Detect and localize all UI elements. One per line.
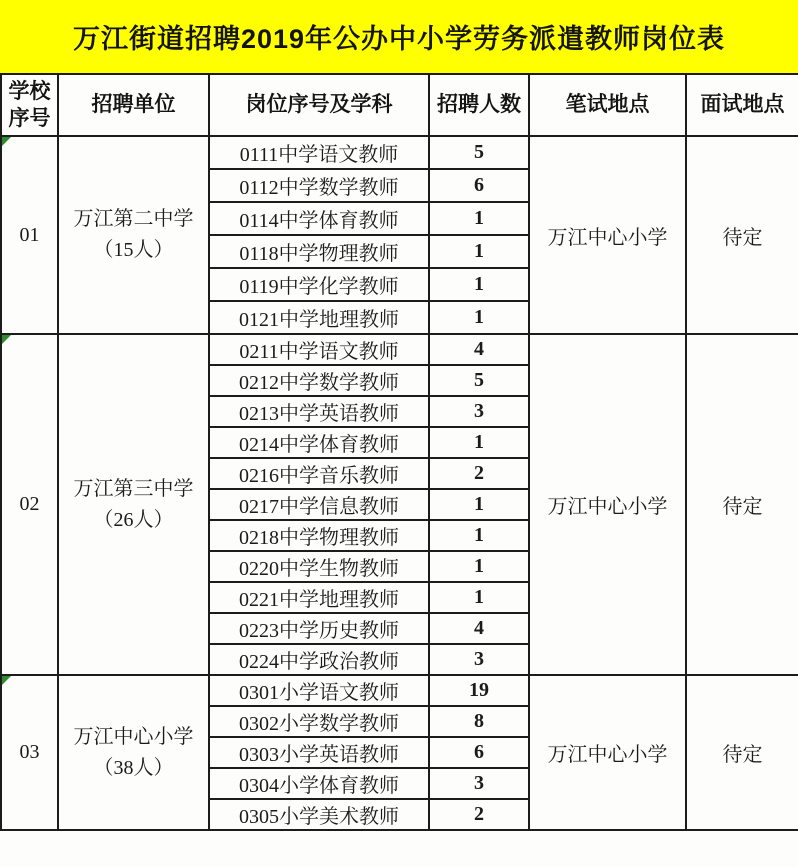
interview-site-cell: 待定: [686, 675, 798, 830]
count-cell: 3: [429, 396, 529, 427]
count-cell: 4: [429, 334, 529, 365]
count-cell: 2: [429, 799, 529, 830]
table-row: [1, 334, 798, 365]
page-title: 万江街道招聘2019年公办中小学劳务派遣教师岗位表: [0, 0, 798, 73]
header-position: 岗位序号及学科: [209, 74, 429, 136]
position-cell: 0224中学政治教师: [209, 644, 429, 675]
header-count: 招聘人数: [429, 74, 529, 136]
position-cell: 0213中学英语教师: [209, 396, 429, 427]
school-no-value: 03: [19, 741, 40, 763]
written-test-site-cell: 万江中心小学: [529, 334, 686, 675]
position-cell: 0302小学数学教师: [209, 706, 429, 737]
header-school-no: 学校序号: [1, 74, 58, 136]
position-cell: 0211中学语文教师: [209, 334, 429, 365]
written-test-site-cell: 万江中心小学: [529, 136, 686, 334]
position-cell: 0218中学物理教师: [209, 520, 429, 551]
interview-site-cell: 待定: [686, 136, 798, 334]
school-no-cell: [1, 334, 58, 675]
count-cell: 1: [429, 551, 529, 582]
count-cell: 5: [429, 365, 529, 396]
cell-flag-triangle-icon: [2, 676, 11, 685]
school-no-cell: [1, 136, 58, 334]
unit-cell: [58, 334, 209, 675]
cell-flag-triangle-icon: [2, 335, 11, 344]
header-unit: 招聘单位: [58, 74, 209, 136]
position-cell: 0214中学体育教师: [209, 427, 429, 458]
unit-headcount: （38人）: [93, 756, 174, 779]
interview-site-cell: 待定: [686, 334, 798, 675]
header-interview: 面试地点: [686, 74, 798, 136]
position-cell: 0223中学历史教师: [209, 613, 429, 644]
table-row: [1, 136, 798, 169]
count-cell: 1: [429, 582, 529, 613]
position-cell: 0217中学信息教师: [209, 489, 429, 520]
position-cell: 0112中学数学教师: [209, 169, 429, 202]
count-cell: 3: [429, 644, 529, 675]
position-cell: 0114中学体育教师: [209, 202, 429, 235]
unit-name: 万江中心小学: [73, 725, 194, 748]
positions-tbody: [1, 136, 798, 830]
header-row: [1, 74, 798, 136]
school-no-value: 01: [19, 223, 40, 246]
count-cell: 8: [429, 706, 529, 737]
count-cell: 5: [429, 136, 529, 169]
recruitment-table: [0, 73, 798, 831]
written-test-site-cell: 万江中心小学: [529, 675, 686, 830]
unit-cell: [58, 136, 209, 334]
count-cell: 6: [429, 169, 529, 202]
position-cell: 0304小学体育教师: [209, 768, 429, 799]
position-cell: 0220中学生物教师: [209, 551, 429, 582]
count-cell: 2: [429, 458, 529, 489]
count-cell: 1: [429, 489, 529, 520]
count-cell: 6: [429, 737, 529, 768]
count-cell: 1: [429, 301, 529, 334]
count-cell: 3: [429, 768, 529, 799]
header-written-test: 笔试地点: [529, 74, 686, 136]
unit-name: 万江第三中学: [73, 477, 194, 500]
count-cell: 1: [429, 427, 529, 458]
count-cell: 4: [429, 613, 529, 644]
position-cell: 0119中学化学教师: [209, 268, 429, 301]
count-cell: 1: [429, 202, 529, 235]
school-no-value: 02: [19, 493, 40, 515]
position-cell: 0216中学音乐教师: [209, 458, 429, 489]
position-cell: 0118中学物理教师: [209, 235, 429, 268]
unit-name: 万江第二中学: [73, 208, 194, 230]
position-cell: 0111中学语文教师: [209, 136, 429, 169]
cell-flag-triangle-icon: [2, 137, 11, 146]
position-cell: 0303小学英语教师: [209, 737, 429, 768]
table-row: [1, 675, 798, 706]
position-cell: 0221中学地理教师: [209, 582, 429, 613]
unit-headcount: （15人）: [93, 239, 174, 261]
count-cell: 1: [429, 520, 529, 551]
unit-cell: [58, 675, 209, 830]
school-no-cell: [1, 675, 58, 830]
position-cell: 0121中学地理教师: [209, 301, 429, 334]
unit-headcount: （26人）: [93, 508, 174, 531]
position-cell: 0301小学语文教师: [209, 675, 429, 706]
position-cell: 0305小学美术教师: [209, 799, 429, 830]
position-cell: 0212中学数学教师: [209, 365, 429, 396]
count-cell: 1: [429, 235, 529, 268]
count-cell: 19: [429, 675, 529, 706]
count-cell: 1: [429, 268, 529, 301]
